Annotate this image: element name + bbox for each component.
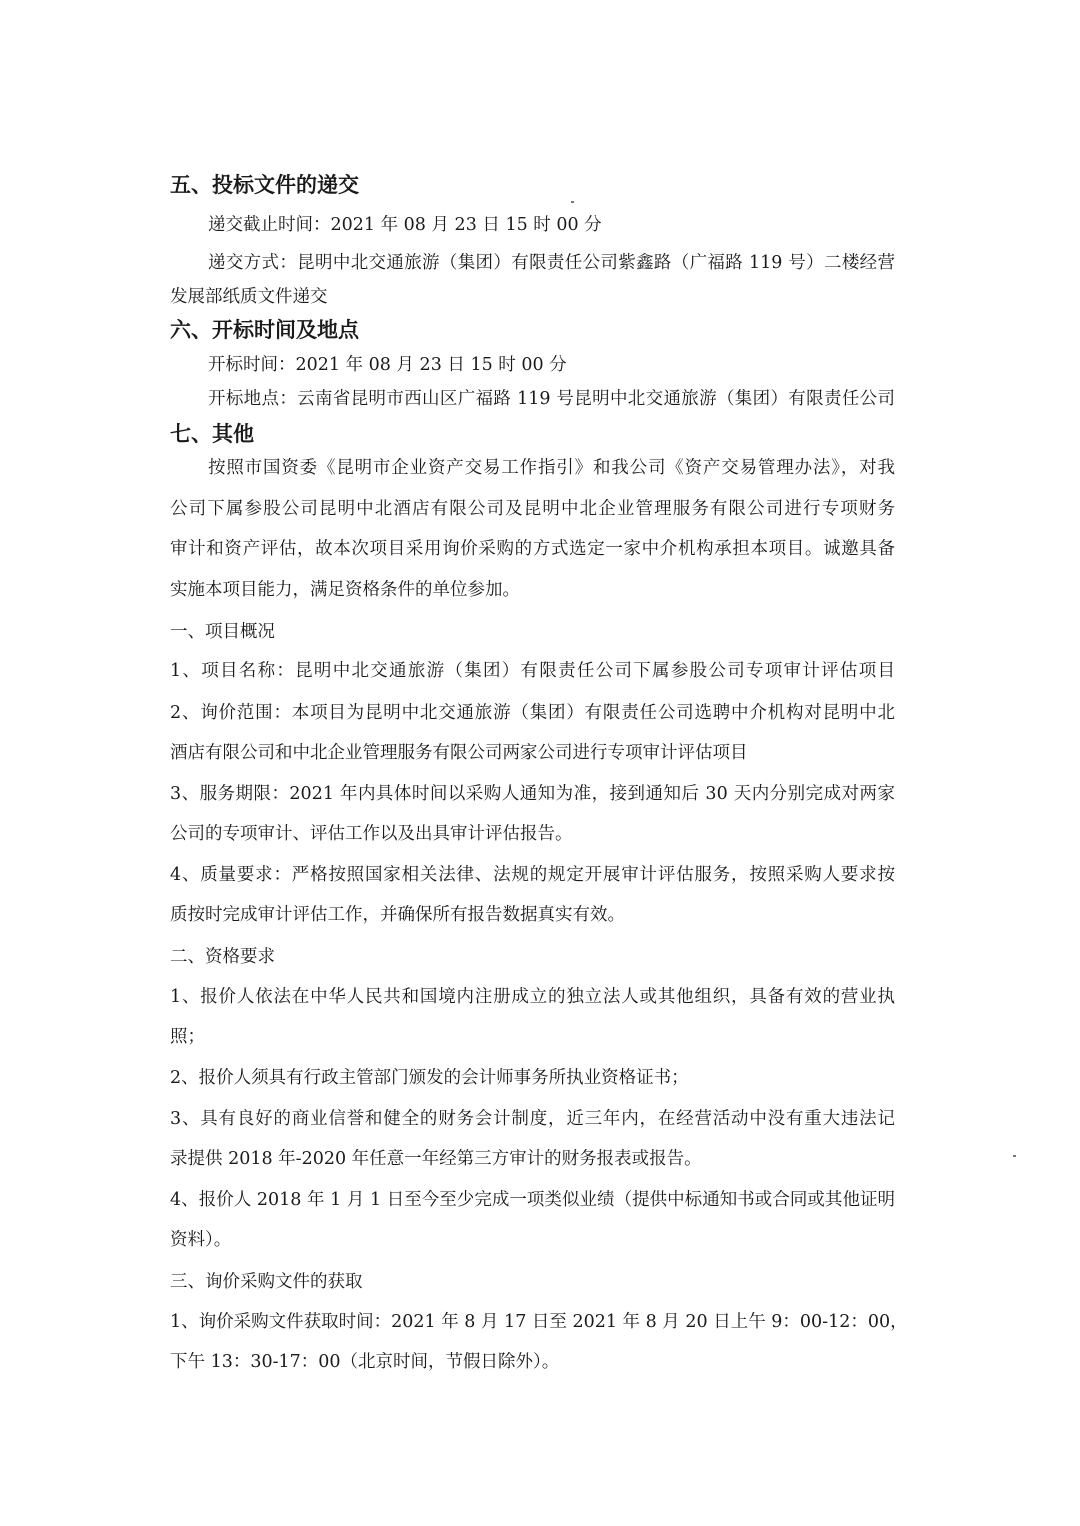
qualification-3-line-2: 录提供 2018 年-2020 年任意一年经第三方审计的财务报表或报告。 xyxy=(170,1149,702,1169)
project-item-2-line-1: 2、询价范围：本项目为昆明中北交通旅游（集团）有限责任公司选聘中介机构对昆明中北 xyxy=(170,703,895,723)
intro-line-1: 按照市国资委《昆明市企业资产交易工作指引》和我公司《资产交易管理办法》，对我 xyxy=(208,458,895,478)
submission-method-line-1: 递交方式：昆明中北交通旅游（集团）有限责任公司紫鑫路（广福路 119 号）二楼经营 xyxy=(208,253,895,273)
qualification-3-line-1: 3、具有良好的商业信誉和健全的财务会计制度，近三年内，在经营活动中没有重大违法记 xyxy=(170,1109,895,1129)
qualification-4-line-1: 4、报价人 2018 年 1 月 1 日至今至少完成一项类似业绩（提供中标通知书或合同或其他证明 xyxy=(170,1190,895,1210)
acquisition-1-line-1: 1、询价采购文件获取时间：2021 年 8 月 17 日至 2021 年 8 月 20 日上午 9：00-12：00， xyxy=(170,1312,908,1332)
submission-method-line-2: 发展部纸质文件递交 xyxy=(170,287,328,307)
project-item-3-line-1: 3、服务期限：2021 年内具体时间以采购人通知为准，接到通知后 30 天内分别完成对两家 xyxy=(170,784,895,804)
qualification-heading: 二、资格要求 xyxy=(170,947,275,967)
intro-line-4: 实施本项目能力，满足资格条件的单位参加。 xyxy=(170,580,520,600)
opening-time: 开标时间：2021 年 08 月 23 日 15 时 00 分 xyxy=(208,355,567,375)
section-heading-other: 七、其他 xyxy=(170,422,254,446)
project-item-4-line-2: 质按时完成审计评估工作，并确保所有报告数据真实有效。 xyxy=(170,905,625,925)
intro-line-3: 审计和资产评估，故本次项目采用询价采购的方式选定一家中介机构承担本项目。诚邀具备 xyxy=(170,539,895,559)
project-item-3-line-2: 公司的专项审计、评估工作以及出具审计评估报告。 xyxy=(170,824,573,844)
opening-place: 开标地点：云南省昆明市西山区广福路 119 号昆明中北交通旅游（集团）有限责任公司 xyxy=(208,389,895,409)
scan-speck xyxy=(1013,1155,1016,1157)
qualification-1-line-1: 1、报价人依法在中华人民共和国境内注册成立的独立法人或其他组织，具备有效的营业执 xyxy=(170,987,895,1007)
project-overview-heading: 一、项目概况 xyxy=(170,622,275,642)
intro-line-2: 公司下属参股公司昆明中北酒店有限公司及昆明中北企业管理服务有限公司进行专项财务 xyxy=(170,499,895,519)
qualification-1-line-2: 照； xyxy=(170,1027,205,1047)
acquisition-1-line-2: 下午 13：30-17：00（北京时间，节假日除外）。 xyxy=(170,1352,560,1372)
project-item-1: 1、项目名称：昆明中北交通旅游（集团）有限责任公司下属参股公司专项审计评估项目 xyxy=(170,661,895,681)
project-item-2-line-2: 酒店有限公司和中北企业管理服务有限公司两家公司进行专项审计评估项目 xyxy=(170,743,748,763)
submission-deadline: 递交截止时间：2021 年 08 月 23 日 15 时 00 分 xyxy=(208,215,602,235)
acquisition-heading: 三、询价采购文件的获取 xyxy=(170,1272,363,1292)
project-item-4-line-1: 4、质量要求：严格按照国家相关法律、法规的规定开展审计评估服务，按照采购人要求按 xyxy=(170,865,895,885)
section-heading-opening: 六、开标时间及地点 xyxy=(170,318,359,342)
qualification-4-line-2: 资料）。 xyxy=(170,1230,232,1250)
section-heading-submission: 五、投标文件的递交 xyxy=(170,173,359,197)
qualification-2: 2、报价人须具有行政主管部门颁发的会计师事务所执业资格证书； xyxy=(170,1068,689,1088)
scan-speck xyxy=(571,201,574,203)
